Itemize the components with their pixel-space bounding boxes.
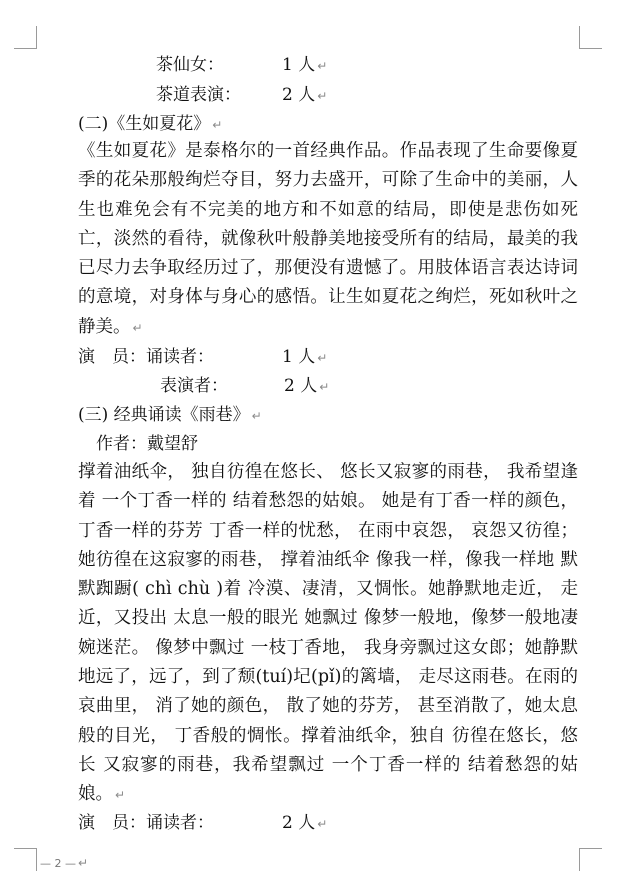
section-heading-2: (二)《生如夏花》 ↵ — [78, 114, 223, 134]
paragraph-mark-icon: ↵ — [319, 380, 330, 394]
author-line: 作者：戴望舒 — [96, 434, 198, 454]
cast-label: 演 员：诵读者： — [78, 347, 214, 367]
paragraph-mark-icon: ↵ — [251, 409, 262, 423]
cast-count: 1 人 ↵ — [282, 55, 328, 75]
cast-label: 表演者： — [160, 376, 228, 396]
cast-label: 茶仙女： — [156, 55, 224, 75]
cast-line-tea-fairy — [156, 54, 328, 76]
paragraph-mark-icon: ↵ — [317, 89, 328, 103]
cast-line-performer-2 — [160, 375, 330, 397]
cast-count: 2 人 ↵ — [282, 85, 328, 105]
paragraph-mark-icon: ↵ — [317, 351, 328, 365]
paragraph-mark-icon: ↵ — [317, 59, 328, 73]
cast-count: 2 人 ↵ — [282, 813, 328, 833]
body-paragraph-rain-alley: 撑着油纸伞， 独自彷徨在悠长、 悠长又寂寥的雨巷， 我希望逢着 一个丁香一样的 结着愁怨的姑娘。 她是有丁香一样的颜色，丁香一样的芬芳 丁香一样的忧愁， 在雨中哀怨， 哀怨又彷徨；她彷徨在这寂寥的雨巷， 撑着油纸伞 像我一样，像我一样地 默默踟蹰( chì chù )着 冷漠、凄清，又惆怅。她静默地走近， 走近，又投出 太息一般的眼光 她飘过 像梦一般地，像梦一般地凄婉迷茫。 像梦中飘过 一枝丁香地， 我身旁飘过这女郎；她静默地远了，远了，到了颓(tuí)圮(pǐ)的篱墙， 走尽这雨巷。在雨的哀曲里， 消了她的颜色， 散了她的芬芳， 甚至消散了，她太息般的目光， 丁香般的惆怅。撑着油纸伞，独自 彷徨在悠长，悠长 又寂寥的雨巷，我希望飘过 一个丁香一样的 结着愁怨的姑娘。 ↵ — [78, 462, 578, 805]
cast-line-reciter-3 — [78, 812, 328, 834]
section-heading-3: (三) 经典诵读《雨巷》 ↵ — [78, 405, 262, 425]
paragraph-mark-icon: ↵ — [132, 320, 143, 335]
crop-mark-top-left — [14, 26, 37, 49]
page-number-footer: — 2 — ↵ — [40, 856, 89, 870]
paragraph-mark-icon: ↵ — [317, 817, 328, 831]
paragraph-mark-icon: ↵ — [115, 788, 126, 803]
paragraph-mark-icon: ↵ — [212, 118, 223, 132]
cast-count: 1 人 ↵ — [282, 347, 328, 367]
body-paragraph-summer-flowers: 《生如夏花》是泰格尔的一首经典作品。作品表现了生命要像夏季的花朵那般绚烂夺目，努力去盛开，可除了生命中的美丽，人生也难免会有不完美的地方和不如意的结局，即使是悲伤如死亡，淡然的看待，就像秋叶般静美地接受所有的结局，最美的我已尽力去争取经历过了，那便没有遗憾了。用肢体语言表达诗词的意境，对身体与身心的感悟。让生如夏花之绚烂，死如秋叶之静美。 ↵ — [78, 141, 578, 337]
crop-mark-top-right — [579, 26, 602, 49]
crop-mark-bottom-right — [579, 848, 602, 871]
cast-label: 茶道表演： — [156, 85, 241, 105]
paragraph-mark-icon: ↵ — [78, 856, 89, 870]
cast-label: 演 员：诵读者： — [78, 813, 214, 833]
cast-line-reciter-2 — [78, 346, 328, 368]
crop-mark-bottom-left — [14, 848, 37, 871]
cast-line-tea-show — [156, 84, 328, 106]
cast-count: 2 人 ↵ — [284, 376, 330, 396]
